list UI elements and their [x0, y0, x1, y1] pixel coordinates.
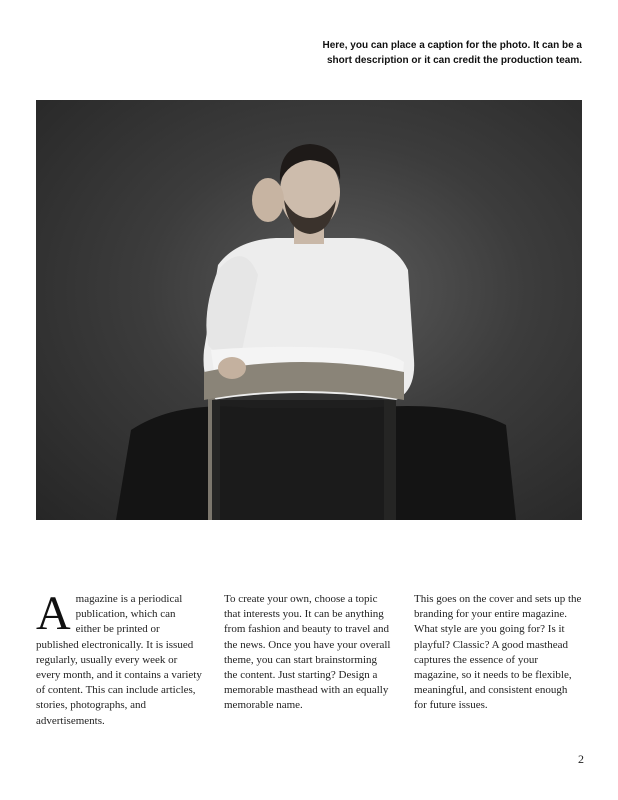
resting-hand — [218, 357, 246, 379]
drop-cap: A — [36, 587, 71, 640]
article-columns — [36, 587, 582, 729]
page-number: 2 — [578, 752, 584, 766]
article-column-3: This goes on the cover and sets up the branding for your entire magazine. What style are you going for? Is it playful? Classic? A good masthead captures the essence of your magazine, so it needs to be flexible, meaningful, and consistent enough for future issues. — [414, 593, 582, 712]
article-column-1 — [36, 587, 202, 729]
photo-caption: Here, you can place a caption for the photo. It can be a short description or it can credit the production team. — [322, 40, 582, 66]
column-1-text: magazine is a periodical publication, which can either be printed or published electronically. It is issued regularly, usually every week or every month, and it contains a variety of content. This can include articles, stories, photographs, and advertisements. — [36, 593, 202, 727]
portrait-illustration — [36, 100, 582, 520]
hand — [252, 178, 284, 222]
portrait-photo — [36, 100, 582, 520]
article-column-2: To create your own, choose a topic that interests you. It can be anything from fashion and beauty to travel and the news. Once you have your overall theme, you can start brainstorming the content. Just starting? Design a memorable masthead with an equally memorable name. — [224, 593, 391, 712]
